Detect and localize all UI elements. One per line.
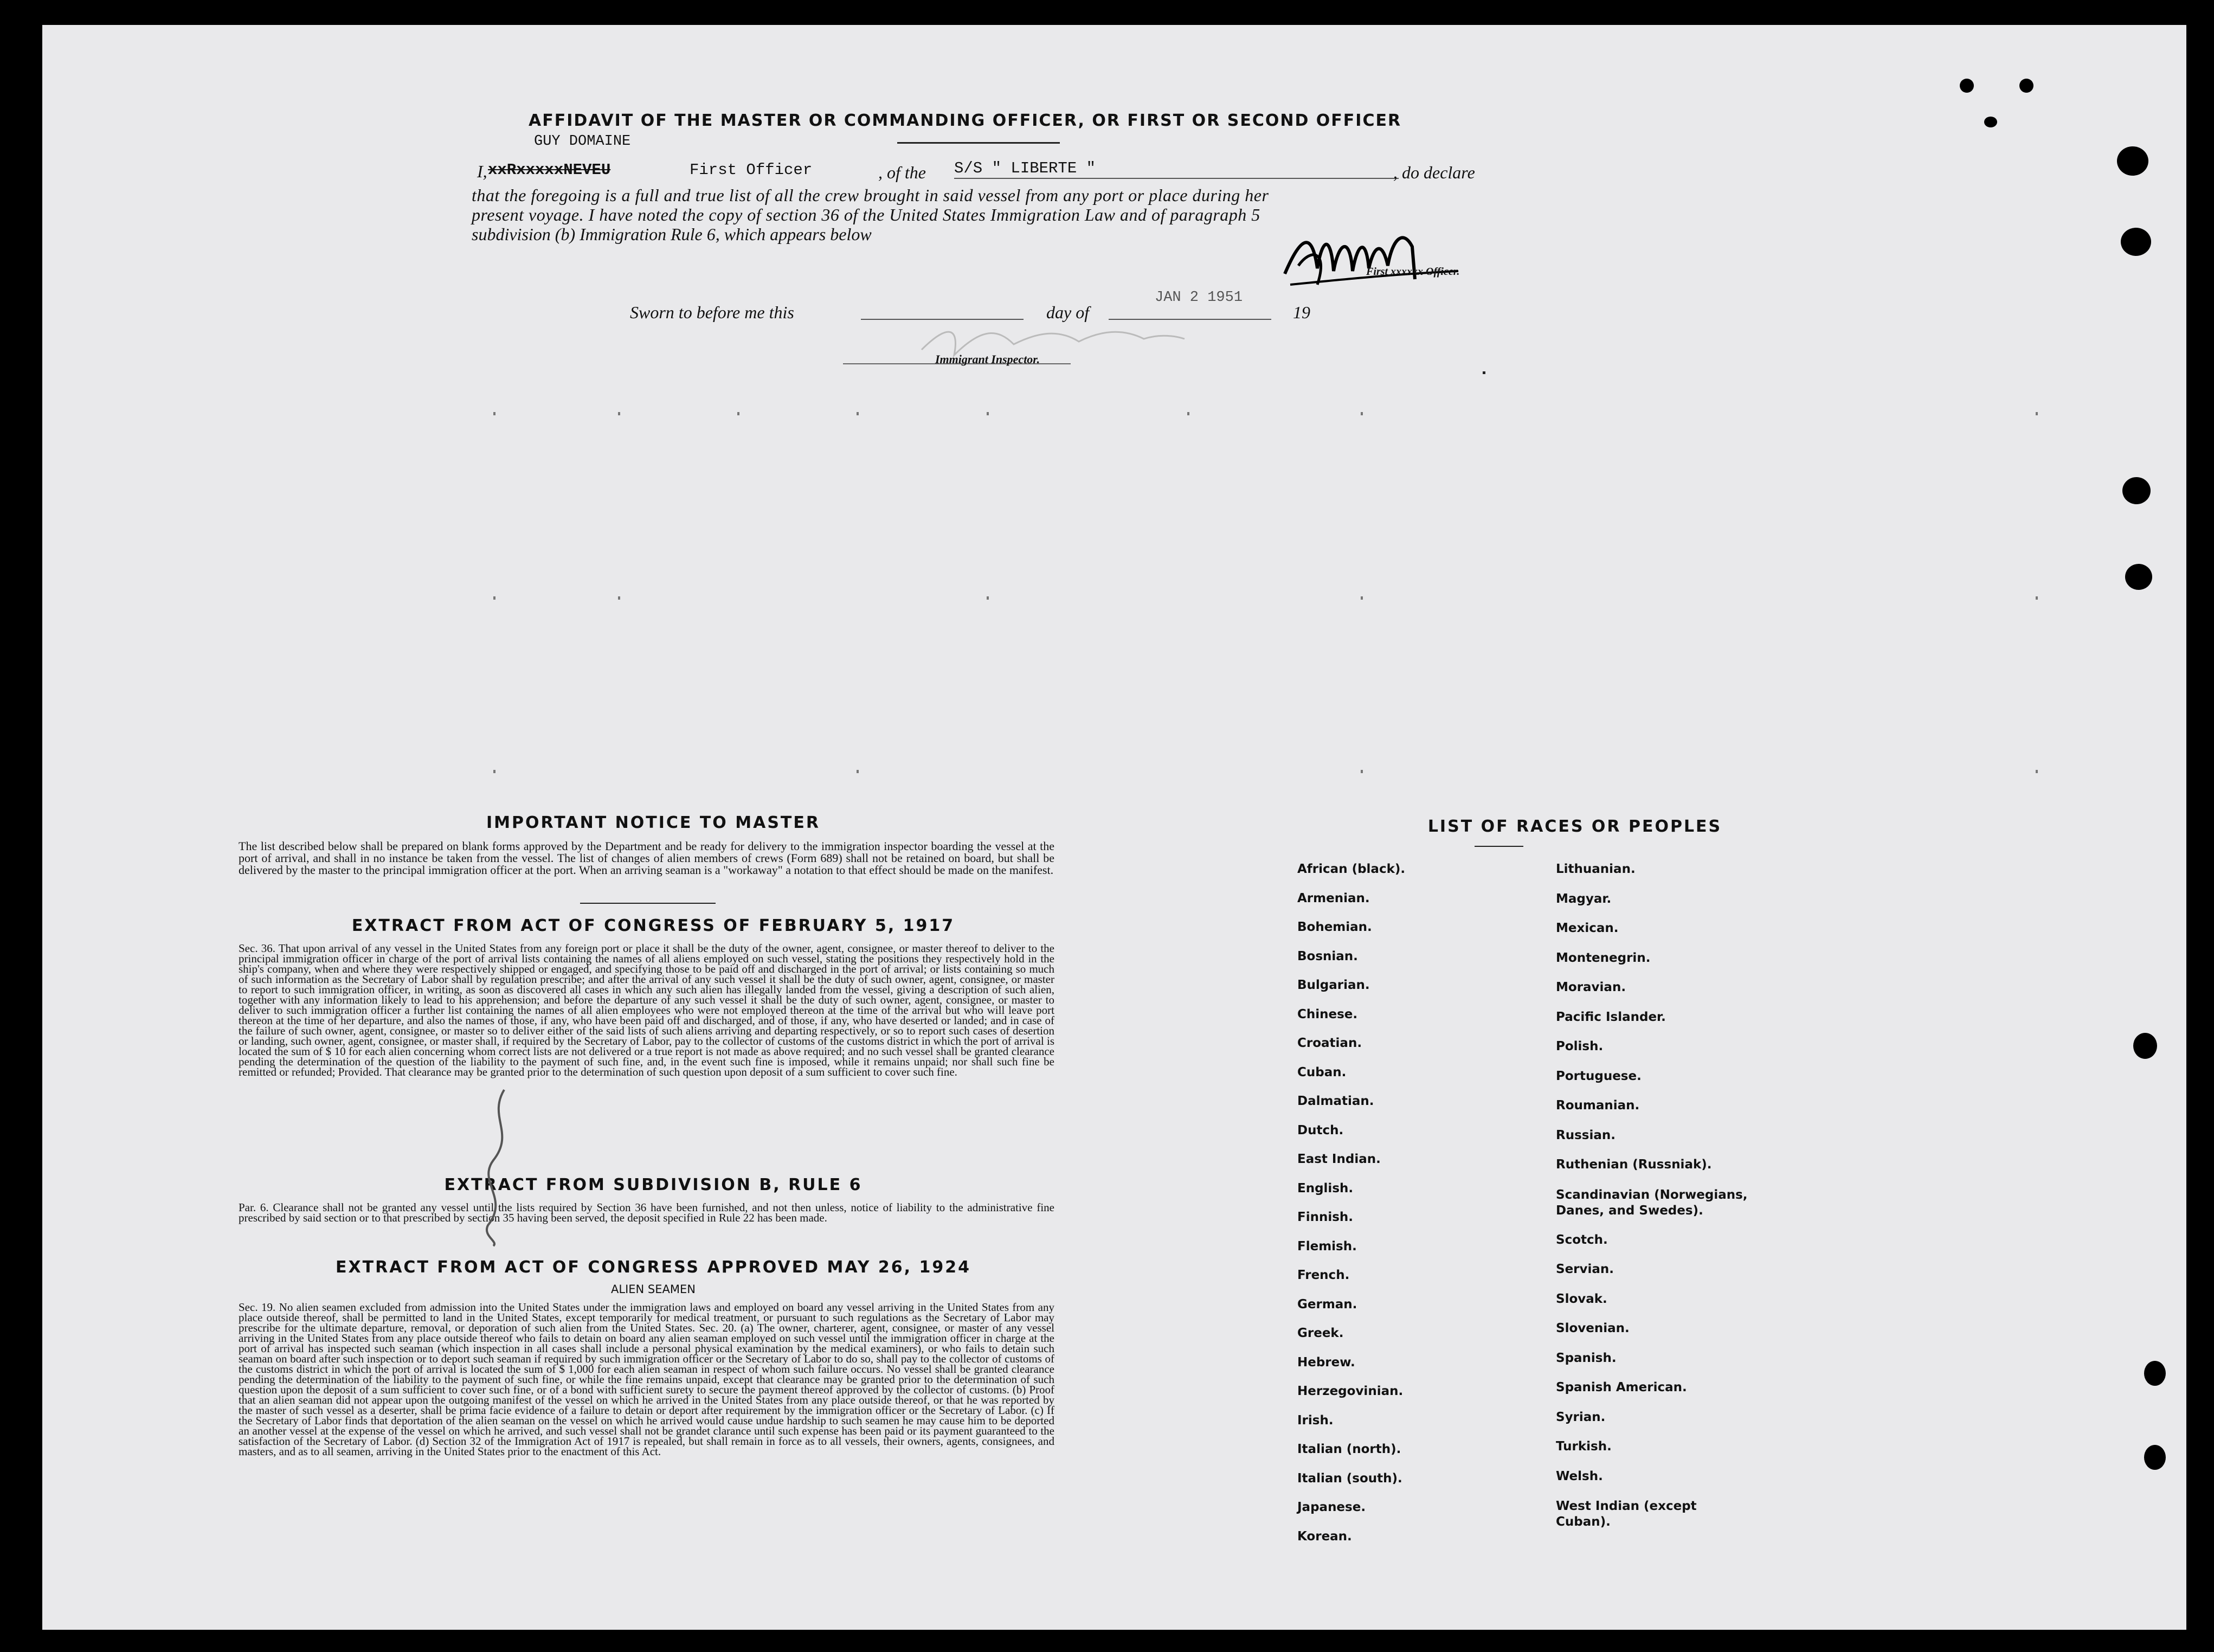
race-entry: Cuban.: [1297, 1065, 1347, 1079]
day-of-label: day of: [1046, 303, 1090, 322]
race-entry: Polish.: [1556, 1039, 1604, 1053]
race-entry: Scandinavian (Norwegians, Danes, and Swedes).: [1556, 1187, 1748, 1218]
race-entry: Magyar.: [1556, 891, 1612, 906]
extract-1917-text: Sec. 36. That upon arrival of any vessel in the United States from any foreign port or place it shall be the duty of the owner, agent, consignee, or master thereof to deliver to the principal immigration officer in charge of the port of arrival lists containing the names of all aliens employed on such vessel, stating the positions they respectively hold in the ship's company, when and where they were respectively shipped or engaged, and specifying those to be paid off and discharged in the port of arrival; or lists containing so much of such information as the Secretary of Labor shall by regulation prescribe; and after the arrival of any such vessel it shall be the duty of such owner, agent, consignee, or master to report to such immigration officer, in writing, as soon as discovered all cases in which any such alien has illegally landed from the vessel, giving a description of such alien, together with any information likely to lead to his apprehension; and before the departure of any such vessel it shall be the duty of such owner, agent, consignee, or master to deliver to such immigration officer a further list containing the names of all alien employees who were not employed thereon at the time of the arrival but who will leave port thereon at the time of her departure, and also the names of those, if any, who have been paid off and discharged, and of those, if any, who have deserted or landed; and in case of the failure of such owner, agent, consignee, or master so to deliver either of the said lists of such aliens arriving and departing respectively, or so to report such cases of desertion or landing, such owner, agent, consignee, or master shall, if required by the Secretary of Labor, pay to the collector of customs of the customs district in which the port of arrival is located the sum of $ 10 for each alien concerning whom correct lists are not delivered or a true report is not made as above required; and no such vessel shall be granted clearance pending the determination of the question of the liability to the payment of such fine, and, in the event such fine is imposed, while it remains unpaid; nor shall such fine be remitted or refunded; Provided. That clearance may be granted prior to the determination of such question upon deposit of a sum sufficient to cover such fine.: [239, 942, 1054, 1078]
form-dot: [737, 412, 739, 415]
extract-1924-subtitle: ALIEN SEAMEN: [611, 1283, 696, 1296]
form-dot: [2036, 412, 2038, 415]
race-entry: Spanish.: [1556, 1351, 1617, 1365]
race-entry: German.: [1297, 1297, 1357, 1312]
race-entry: Pacific Islander.: [1556, 1010, 1666, 1024]
race-entry: Dutch.: [1297, 1123, 1344, 1137]
struck-name: xxRxxxxxNEVEU: [488, 161, 611, 179]
typed-name: GUY DOMAINE: [534, 133, 631, 150]
race-entry: Turkish.: [1556, 1439, 1612, 1454]
race-entry: English.: [1297, 1181, 1354, 1195]
section-divider: [580, 903, 716, 904]
race-entry: Montenegrin.: [1556, 950, 1651, 965]
race-entry: Mexican.: [1556, 921, 1619, 935]
race-entry: Lithuanian.: [1556, 862, 1636, 876]
race-entry: Welsh.: [1556, 1469, 1603, 1483]
race-entry: Italian (north).: [1297, 1442, 1401, 1456]
do-declare-label: , do declare: [1393, 163, 1475, 182]
form-dot: [987, 596, 989, 600]
race-entry: West Indian (except Cuban).: [1556, 1499, 1697, 1529]
race-entry: Russian.: [1556, 1128, 1616, 1142]
extract-1924-title: EXTRACT FROM ACT OF CONGRESS APPROVED MAY 26, 1924: [336, 1258, 971, 1277]
binder-hole: [2121, 228, 2151, 256]
races-title: LIST OF RACES OR PEOPLES: [1427, 817, 1722, 836]
subdivision-text: Par. 6. Clearance shall not be granted any vessel until the lists required by Section 36 have been furnished, and not then unless, notice of liability to the administrative fine prescribed by said section or to that prescribed by section 35 having been served, the deposit specified in Rule 22 has been made.: [239, 1201, 1054, 1224]
signature-caption: First xxxxxx Officer.: [1366, 266, 1460, 278]
races-underline: [1475, 846, 1523, 847]
form-dot: [493, 596, 495, 600]
form-dot: [1483, 371, 1485, 374]
affidavit-title: AFFIDAVIT OF THE MASTER OR COMMANDING OFFICER, OR FIRST OR SECOND OFFICER: [529, 111, 1402, 130]
race-entry: Armenian.: [1297, 891, 1370, 905]
officer-rank: First Officer: [690, 161, 813, 179]
pencil-mark: [466, 1084, 531, 1247]
extract-1924-text: Sec. 19. No alien seamen excluded from admission into the United States under the immigration laws and employed on board any vessel arriving in the United States from any place outside thereof, shall be permitted to land in the United States, except temporarily for medical treatment, or pursuant to such regulations as the Secretary of Labor may prescribe for the ultimate departure, removal, or deporation of such alien from the United States. Sec. 20. (a) The owner, charterer, agent, consignee, or master of any vessel arriving in the United States from any place outside thereof who fails to detain on board any alien seaman employed on such vessel until the immigration officer in charge at the port of arrival has inspected such seaman (which inspection in all cases shall include a personal physical examination by the medical examiners), or who fails to detain such seaman on board after such inspection or to deport such seaman if required by such immigration officer or the Secretary of Labor to do so, shall pay to the collector of customs of the customs district in which the port of arrival is located the sum of $ 1,000 for each alien seaman in respect of whom such failure occurs. No vessel shall be granted clearance pending the determination of the liability to the payment of such fine, or while the fine remains unpaid, except that clearance may be granted prior to the determination of such question upon the deposit of a sum sufficient to cover such fine, or of a bond with sufficient surety to secure the payment thereof approved by the collector of customs. (b) Proof that an alien seaman did not appear upon the outgoing manifest of the vessel on which he arrived in the United States from any place outside thereof, or that he was reported by the master of such vessel as a deserter, shall be prima facie evidence of a failure to detain or deport after requirement by the immigration officer or the Secretary of Labor. (c) If the Secretary of Labor finds that deportation of the alien seaman on the vessel on which he arrived would cause undue hardship to such seamen he may cause him to be deported an another vessel at the expense of the vessel on which he arrived, and such vessel shall not be grandet clarance until such expense has been paid or its payment guaranteed to the satisfaction of the Secretary of Labor. (d) Section 32 of the Immigration Act of 1917 is repealed, but shall remain in force as to all vessels, their owners, agents, consignees, and masters, and as to all seamen, arriving in the United States prior to the enactment of this Act.: [239, 1301, 1054, 1458]
race-entry: Bulgarian.: [1297, 978, 1370, 992]
binder-hole: [2144, 1361, 2166, 1386]
binder-hole: [2019, 79, 2033, 93]
binder-hole: [1960, 79, 1974, 93]
extract-1917-title: EXTRACT FROM ACT OF CONGRESS OF FEBRUARY 5, 1917: [351, 916, 955, 935]
race-entry: Spanish American.: [1556, 1380, 1687, 1394]
form-dot: [493, 412, 495, 415]
race-entry: Croatian.: [1297, 1036, 1362, 1050]
race-entry: Syrian.: [1556, 1410, 1606, 1424]
form-dot: [987, 412, 989, 415]
sworn-label: Sworn to before me this: [630, 303, 794, 322]
race-entry: East Indian.: [1297, 1152, 1381, 1166]
year-label: 19: [1293, 303, 1310, 322]
race-entry: Herzegovinian.: [1297, 1384, 1404, 1398]
race-entry: Italian (south).: [1297, 1471, 1402, 1486]
race-entry: Hebrew.: [1297, 1355, 1355, 1370]
form-dot: [1361, 596, 1363, 600]
declaration-i: I,: [477, 162, 487, 181]
subdivision-title: EXTRACT FROM SUBDIVISION B, RULE 6: [444, 1175, 863, 1194]
inspector-label: Immigrant Inspector.: [935, 352, 1040, 366]
race-entry: Ruthenian (Russniak).: [1556, 1158, 1712, 1172]
form-dot: [857, 770, 859, 773]
race-entry: Roumanian.: [1556, 1098, 1640, 1113]
form-dot: [1361, 770, 1363, 773]
race-entry: Moravian.: [1556, 980, 1626, 994]
notice-title: IMPORTANT NOTICE TO MASTER: [486, 813, 820, 832]
race-entry: African (black).: [1297, 862, 1406, 876]
form-dot: [857, 412, 859, 415]
race-entry: Japanese.: [1297, 1500, 1366, 1514]
date-stamp: JAN 2 1951: [1155, 290, 1243, 306]
form-dot: [618, 412, 620, 415]
vessel-underline: [954, 178, 1399, 179]
form-dot: [1361, 412, 1363, 415]
officer-signature: [1279, 214, 1464, 301]
notice-text: The list described below shall be prepared on blank forms approved by the Department and be ready for delivery to the immigration inspector boarding the vessel at the port of arrival, and shall in no instance be taken from the vessel. The list of changes of alien members of crews (Form 689) shall not be retained on board, but shall be delivered by the master to the principal immigration officer at the port. When an arriving seaman is a "workaway" a notation to that effect should be made on the manifest.: [239, 839, 1054, 877]
form-dot: [1187, 412, 1189, 415]
of-the-label: , of the: [878, 163, 926, 182]
title-underline: [897, 142, 1060, 144]
binder-hole: [2144, 1445, 2166, 1470]
binder-hole: [2125, 564, 2152, 590]
race-entry: Dalmatian.: [1297, 1094, 1374, 1108]
vessel-name: S/S " LIBERTE ": [954, 159, 1096, 177]
race-entry: Korean.: [1297, 1529, 1352, 1544]
declaration-line: present voyage. I have noted the copy of section 36 of the United States Immigration Law and of paragraph 5: [472, 205, 1260, 224]
binder-hole: [1984, 117, 1997, 127]
race-entry: Finnish.: [1297, 1210, 1354, 1224]
race-entry: Flemish.: [1297, 1239, 1357, 1254]
race-entry: Servian.: [1556, 1262, 1614, 1276]
binder-hole: [2122, 477, 2151, 504]
race-entry: Greek.: [1297, 1326, 1344, 1340]
races-left-column: [1297, 862, 1547, 1558]
race-entry: Bohemian.: [1297, 920, 1372, 934]
binder-hole: [2117, 146, 2148, 176]
race-entry: Portuguese.: [1556, 1069, 1642, 1083]
declaration-line: subdivision (b) Immigration Rule 6, which appears below: [472, 224, 872, 244]
race-entry: Bosnian.: [1297, 949, 1358, 963]
race-entry: Irish.: [1297, 1413, 1334, 1428]
race-entry: Slovenian.: [1556, 1321, 1630, 1335]
form-dot: [493, 770, 495, 773]
form-dot: [618, 596, 620, 600]
form-dot: [2036, 770, 2038, 773]
race-entry: French.: [1297, 1268, 1350, 1282]
race-entry: Chinese.: [1297, 1007, 1358, 1021]
race-entry: Scotch.: [1556, 1232, 1608, 1247]
form-dot: [2036, 596, 2038, 600]
binder-hole: [2133, 1033, 2157, 1059]
declaration-line: that the foregoing is a full and true list of all the crew brought in said vessel from any port or place during her: [472, 185, 1269, 205]
race-entry: Slovak.: [1556, 1291, 1607, 1306]
races-right-column: [1556, 862, 1762, 1531]
